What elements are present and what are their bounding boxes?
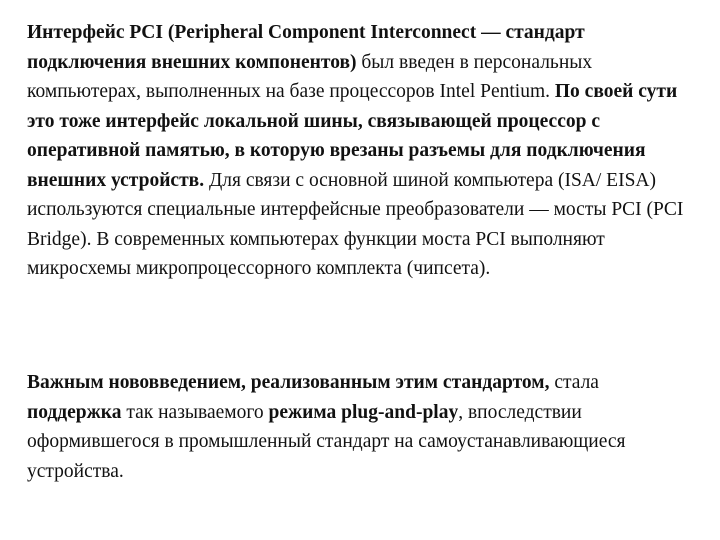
paragraph-pci-intro [27, 18, 697, 284]
became-text: стала [549, 372, 599, 393]
pci-bridge-text: Для связи с основной шиной компьютера (ISA/ EISA) используются специальные интерфейсные преобразователи — мосты PCI (PCI Bridge). В современных компьютерах функции моста PCI выполняют микросхемы микропроцессорного комплекта (чипсета). [27, 169, 684, 279]
plug-and-play-text: режима plug-and-play [268, 401, 459, 423]
local-bus-text: По своей сути это тоже интерфейс локальной шины, связывающей процессор с оперативной памятью, в которую врезаны разъемы для подключения внешних устройств. [27, 81, 678, 191]
so-called-text: так называемого [121, 401, 269, 423]
support-text: поддержка [27, 401, 122, 423]
standard-text: , впоследствии оформившегося в промышленный стандарт на самоустанавливающиеся устройства. [27, 401, 626, 482]
innovation-text: Важным нововведением, реализованным этим стандартом, [27, 372, 550, 393]
paragraph-plug-and-play [27, 368, 697, 486]
pci-definition-text: Интерфейс PCI (Peripheral Component Interconnect — стандарт подключения внешних компонентов) [27, 22, 585, 73]
pci-introduced-text: был введен в персональных компьютерах, выполненных на базе процессоров Intel Pentium. [27, 51, 593, 102]
